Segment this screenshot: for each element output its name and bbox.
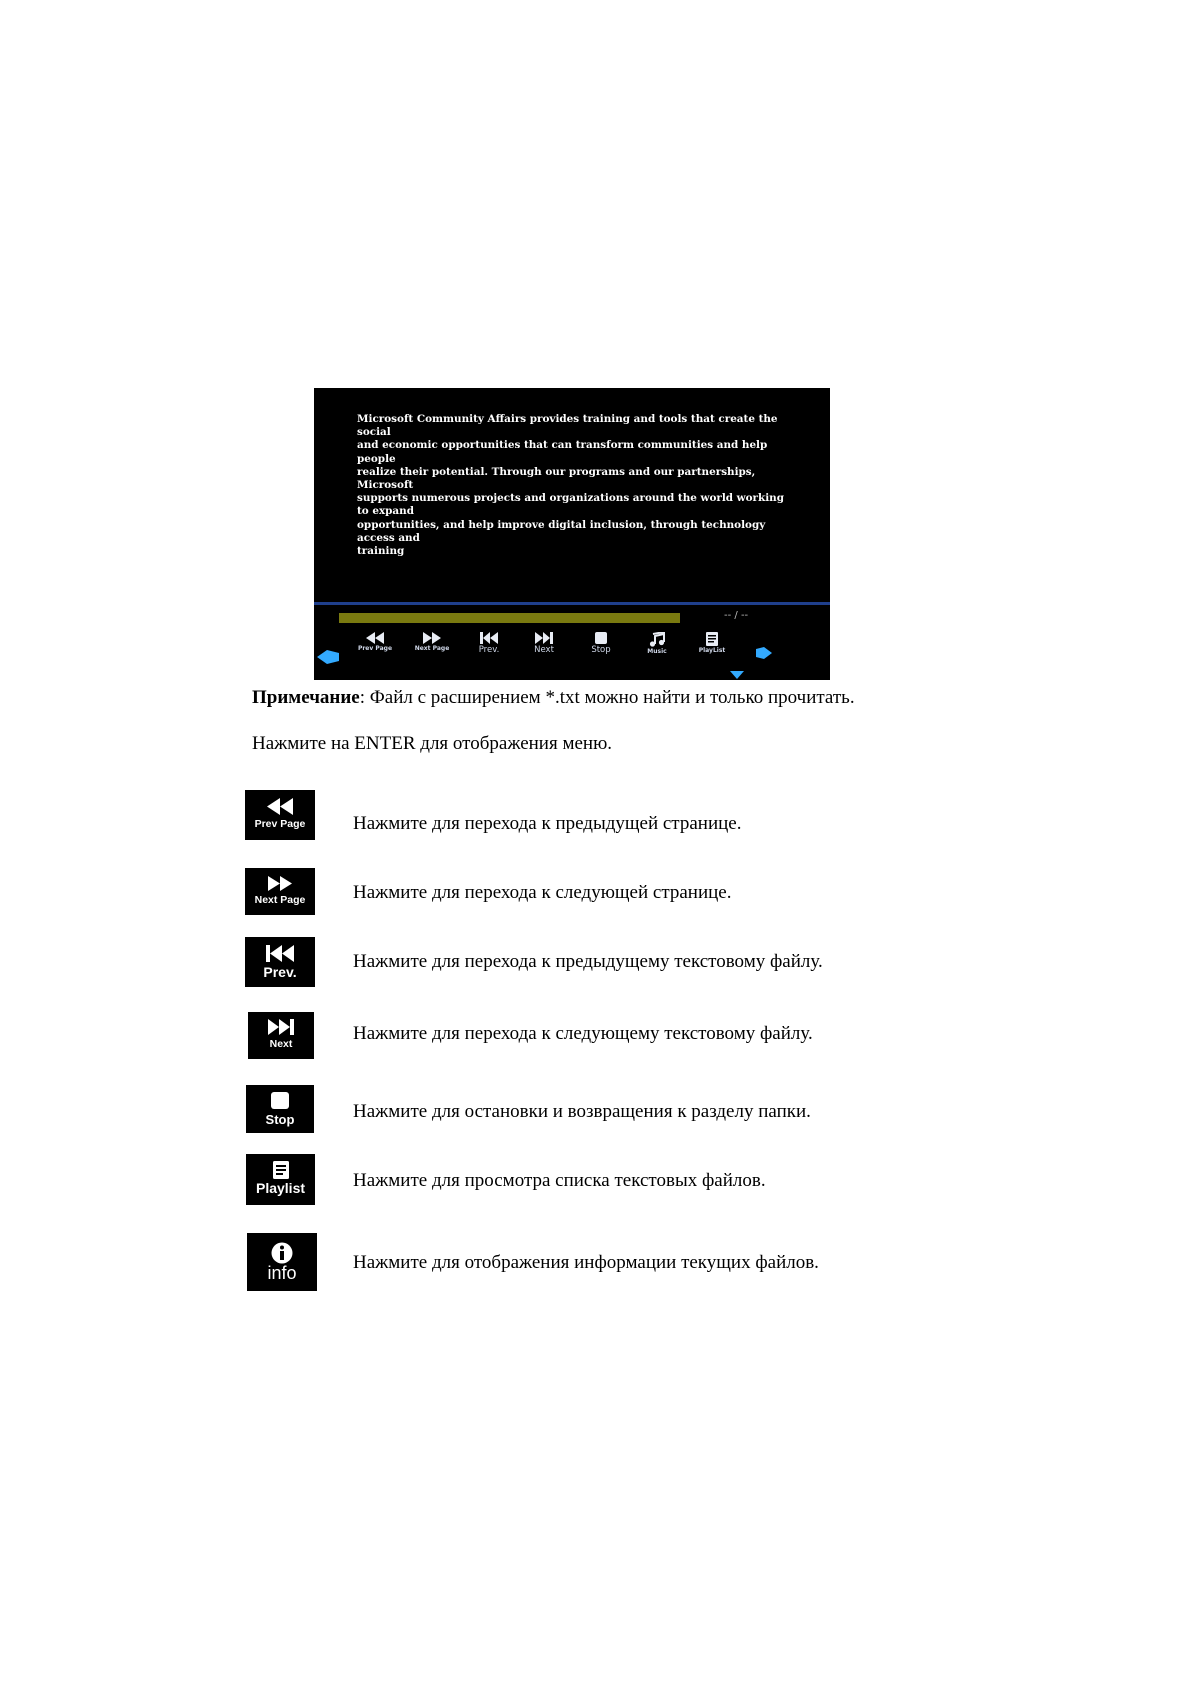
legend-info-description: Нажмите для отображения информации текущих файлов. [353, 1252, 819, 1273]
legend-playlist-description: Нажмите для просмотра списка текстовых файлов. [353, 1170, 766, 1191]
rewind-icon [267, 798, 293, 815]
skip-previous-icon [266, 945, 294, 962]
text-viewer-screenshot [314, 388, 830, 680]
nav-right-arrow-icon[interactable] [756, 647, 772, 659]
legend-icon-label: Prev. [263, 964, 297, 980]
playlist-icon [706, 632, 718, 646]
text-content: Microsoft Community Affairs provides training and tools that create the social and economic opportunities that can transform communities and help people realize their potential. Through our programs and our partnerships, Microsoft supports numerous projects and organizations around the world working to expand opportunities, and help improve digital inclusion, through technology access and training [357, 413, 784, 558]
nav-left-arrow-icon[interactable] [317, 650, 339, 664]
skip-next-icon [535, 632, 553, 644]
legend-next-page-description: Нажмите для перехода к следующей странице. [353, 882, 732, 903]
note-text [252, 687, 855, 709]
toolbar-label: PlayList [698, 647, 726, 654]
legend-prev-icon [245, 937, 315, 987]
toolbar-next-page-button[interactable] [407, 632, 457, 652]
toolbar-prev-button[interactable] [464, 632, 514, 655]
playlist-icon [273, 1161, 289, 1179]
note-body: : Файл с расширением *.txt можно найти и только прочитать. [359, 687, 855, 708]
legend-stop-icon [246, 1085, 314, 1133]
legend-icon-label: Playlist [255, 1180, 306, 1196]
legend-next-description: Нажмите для перехода к следующему текстовому файлу. [353, 1023, 813, 1044]
progress-fill [339, 613, 680, 623]
toolbar-prev-page-button[interactable] [350, 632, 400, 652]
legend-stop-description: Нажмите для остановки и возвращения к разделу папки. [353, 1101, 811, 1122]
skip-next-icon [268, 1019, 294, 1035]
legend-playlist-icon [246, 1154, 315, 1205]
toolbar-label: Stop [591, 645, 611, 655]
legend-prev-page-icon [245, 790, 315, 840]
legend-next-icon [248, 1012, 314, 1059]
legend-next-page-icon [245, 868, 315, 915]
music-note-icon [649, 632, 665, 647]
legend-prev-page-description: Нажмите для перехода к предыдущей странице. [353, 813, 742, 834]
toolbar-next-button[interactable] [519, 632, 569, 655]
fast-forward-icon [268, 876, 292, 891]
rewind-icon [366, 632, 384, 644]
toolbar-music-button[interactable] [632, 632, 682, 655]
legend-prev-description: Нажмите для перехода к предыдущему текстовому файлу. [353, 951, 823, 972]
toolbar-playlist-button[interactable] [687, 632, 737, 654]
page-counter: -- / -- [724, 610, 749, 621]
nav-down-arrow-icon[interactable] [730, 671, 744, 679]
legend-icon-label: Stop [265, 1112, 295, 1127]
note-label: Примечание [252, 687, 360, 708]
toolbar-label: Music [647, 648, 667, 655]
info-icon [271, 1242, 293, 1264]
toolbar-stop-button[interactable] [576, 632, 626, 655]
toolbar-label: Prev. [478, 645, 500, 655]
stop-icon [594, 632, 608, 644]
legend-icon-label: Next Page [254, 894, 306, 906]
legend-icon-label: info [267, 1263, 297, 1283]
toolbar-label: Next Page [414, 645, 450, 652]
stop-icon [270, 1092, 290, 1110]
legend-icon-label: Next [269, 1038, 293, 1050]
progress-bar [339, 613, 680, 623]
enter-instruction: Нажмите на ENTER для отображения меню. [252, 733, 613, 754]
legend-icon-label: Prev Page [254, 818, 306, 830]
toolbar-label: Next [534, 645, 554, 655]
skip-previous-icon [480, 632, 498, 644]
fast-forward-icon [423, 632, 441, 644]
legend-info-icon [247, 1233, 317, 1291]
toolbar-label: Prev Page [357, 645, 393, 652]
screen-divider [314, 602, 830, 605]
